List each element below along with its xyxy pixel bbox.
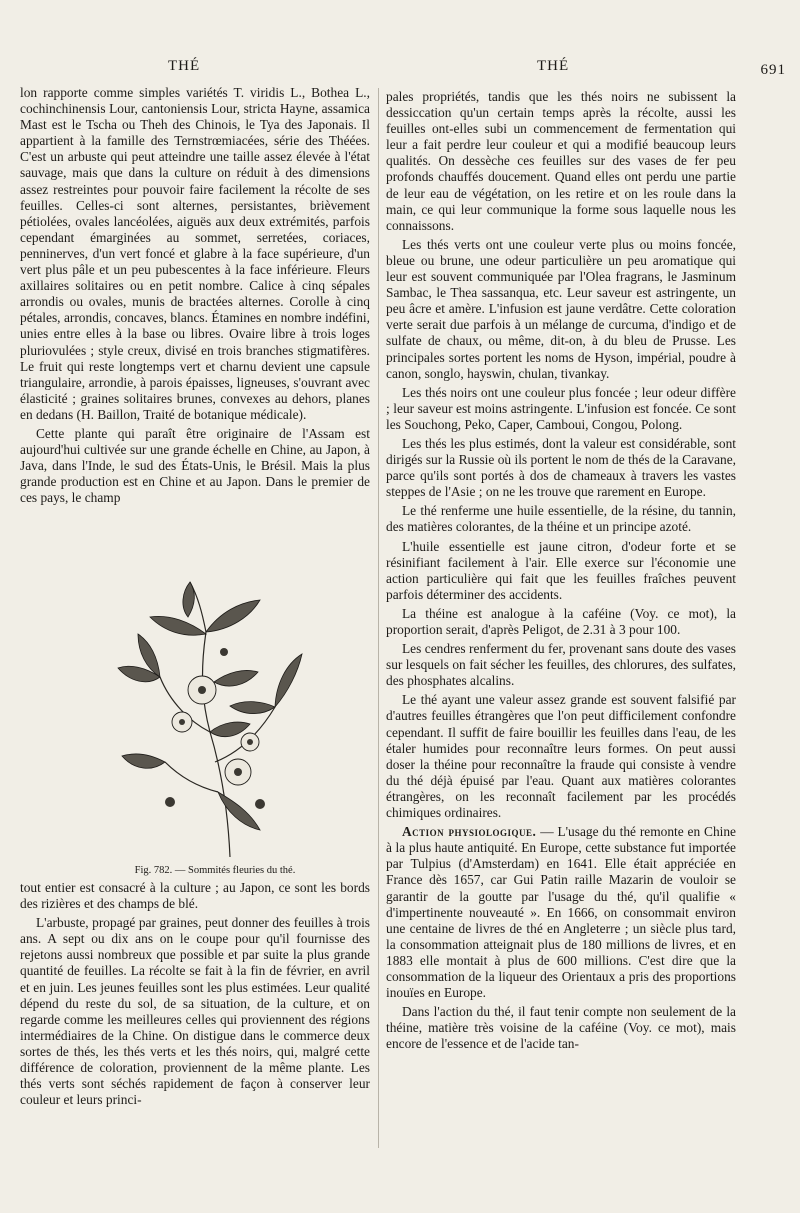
paragraph-harvest: L'arbuste, propagé par graines, peut donner des feuilles à trois ans. A sept ou dix ans on le coupe pour qu'il fournisse des rejetons aussi nombreux que possible et par suite la plus grande quantité de feuilles. La récolte se fait à la fin de février, en avril et en juin. Les jeunes feuilles sont les plus estimées. Leur qualité dépend du reste du sol, de sa situation, de la culture, et on regarde comme les meilleures celles qui proviennent des régions intermédiaires de la Chine. On distigue dans le commerce deux sortes de thés, les thés verts et les thés noirs, qui, malgré cette différence de coloration, proviennent de la même plante. Les thés verts sont séchés rapidement de façon à conserver leur couleur et leurs princi- [20,915,370,1108]
figure-caption: Fig. 782. — Sommités fleuries du thé. [134,865,296,876]
column-divider [378,88,379,1148]
running-head-right: THÉ [537,58,570,74]
paragraph-action: Dans l'action du thé, il faut tenir compte non seulement de la théine, matière très voisine de la caféine (Voy. ce mot), mais encore de l'essence et de l'acide tan- [386,1004,736,1052]
paragraph-essential-oil: L'huile essentielle est jaune citron, d'odeur forte et se résinifiant facilement à l'air. Elle exerce sur l'économie une action particulière qui fait que les feuilles fraîches peuvent parfois déterminer des accidents. [386,538,736,602]
paragraph-theine: La théine est analogue à la caféine (Voy. ce mot), la proportion serait, d'après Peligot, de 2.31 à 3 pour 100. [386,605,736,637]
page-number: 691 [760,62,786,78]
paragraph-caravan: Les thés les plus estimés, dont la valeur est considérable, sont dirigés sur la Russie où ils portent le nom de thés de la Caravane, parce qu'ils sont portés à dos de chameaux à travers les vastes steppes de l'Asie ; on ne les trouve que rarement en Europe. [386,435,736,500]
running-head-left: THÉ [168,58,201,74]
tea-branch-engraving [110,572,310,860]
left-column-bottom [20,880,370,1111]
left-column-top [20,85,370,509]
paragraph-history: — L'usage du thé remonte en Chine à la plus haute antiquité. En Europe, cette substance fut importée par Tulpius (d'Amsterdam) en 1641. Elle était appréciée en France dès 1657, car Gui Patin raille Mazarin de vouloir se garantir de la goutte par l'usage du thé, qu'il qualifie « d'impertinente nouveauté ». En 1666, on consommait environ une centaine de livres de thé en Angleterre ; un siècle plus tard, la consommation atteignait plus de 180 millions de livres, et en 1883 elle montait à plus de 600 millions. C'est dire que la consommation de la liqueur des Orientaux a pris des proportions inouïes en Europe. [386,824,737,1001]
section-runin-heading: Action physiologique. [402,824,537,840]
paragraph-botany: lon rapporte comme simples variétés T. viridis L., Bothea L., cochinchinensis Lour, cantoniensis Lour, stricta Hayne, assamica Mast est le Tscha ou Theh des Chinois, le Tya des Japonais. Il appartient à la famille des Ternstrœmiacées, série des Théées. C'est un arbuste qui peut atteindre une taille assez élevée à l'état sauvage, mais que dans la culture on réduit à des dimensions assez restreintes pour pouvoir faire facilement la récolte de ses feuilles. Celles-ci sont alternes, persistantes, brièvement pétiolées, ovales lancéolées, aiguës aux deux extrémités, parfois cependant émarginées au sommet, serretées, coriaces, penninerves, d'un vert foncé et glabre à la face supérieure, d'un vert plus pâle et un peu pubescentes à la face inférieure. Fleurs axillaires solitaires ou en petit nombre. Calice à cinq sépales arrondis ou ovales, munis de bractées alternes. Corolle à cinq pétales, arrondis, concaves, blancs. Étamines en nombre indéfini, unies entre elles à la base ou libres. Ovaire libre à trois loges pluriovulées ; style creux, divisé en trois branches stigmatifères. Le fruit qui reste longtemps vert et charnu devient une capsule triangulaire, arrondie, à parois épaisses, ligneuses, s'ouvrant avec élasticité ; graines solitaires brunes, convexes au dehors, planes en dedans (H. Baillon, Traité de botanique médicale). [20,85,370,422]
paragraph-falsification: Le thé ayant une valeur assez grande est souvent falsifié par d'autres feuilles étrangères que l'on peut difficilement confondre cependant. Il suffit de faire bouillir les feuilles dans l'eau, de les étaler humides pour reconnaître leurs formes. On peut aussi doser la théine pour reconnaître la fraude qui consiste à vendre du thé déjà épuisé par l'eau. Quant aux matières colorantes étrangères, on les reconnaît facilement par les procédés chimiques ordinaires. [386,692,736,821]
right-column [386,89,736,1055]
tea-plant-illustration [110,572,310,860]
paragraph-ashes: Les cendres renferment du fer, provenant sans doute des vases sur lesquels on fait sécher les feuilles, des chlorures, des sulfates, des phosphates alcalins. [386,641,736,689]
paragraph-black-teas: Les thés noirs ont une couleur plus foncée ; leur odeur diffère ; leur saveur est moins astringente. L'infusion est foncée. Ce sont les Souchong, Peko, Caper, Camboui, Congou, Polong. [386,384,736,432]
paragraph-culture: tout entier est consacré à la culture ; au Japon, ce sont les bords des rizières et des champs de blé. [20,880,370,912]
paragraph-physiological-action [386,824,736,1001]
paragraph-origin: Cette plante qui paraît être originaire de l'Assam est aujourd'hui cultivée sur une grande échelle en Chine, au Japon, à Java, dans l'Inde, le sud des États-Unis, le Brésil. Mais la plus grande production est en Chine et au Japon. Dans le premier de ces pays, le champ [20,425,370,506]
paragraph-composition: Le thé renferme une huile essentielle, de la résine, du tannin, des matières colorantes, de la théine et un principe azoté. [386,503,736,535]
paragraph-green-teas: Les thés verts ont une couleur verte plus ou moins foncée, bleue ou brune, une odeur particulière un peu aromatique qui leur est souvent communiquée par l'Olea fragrans, le Jasminum Sambac, le Thea sassanqua, etc. Leur saveur est astringente, un peu âcre et amère. L'infusion est jaune verdâtre. Cette coloration verte serait due parfois à un mélange de curcuma, d'indigo et de sulfate de chaux, ou même, dit-on, à du bleu de Prusse. Les principales sortes portent les noms de Hyson, impérial, poudre à canon, songlo, hayswin, chulan, tivankay. [386,236,736,381]
paragraph-drying: pales propriétés, tandis que les thés noirs ne subissent la dessiccation qu'un certain temps après la récolte, aussi les feuilles ont-elles subi un commencement de fermentation qui leur a fait perdre leur couleur et qui a modifié beaucoup leurs qualités. On dessèche ces feuilles sur des vases de fer peu profonds chauffés doucement. Quand elles ont perdu une partie de leur eau de végétation, on les retire et on les roule dans la main, ce qui leur communique la forme sous laquelle nous les connaissons. [386,89,736,233]
